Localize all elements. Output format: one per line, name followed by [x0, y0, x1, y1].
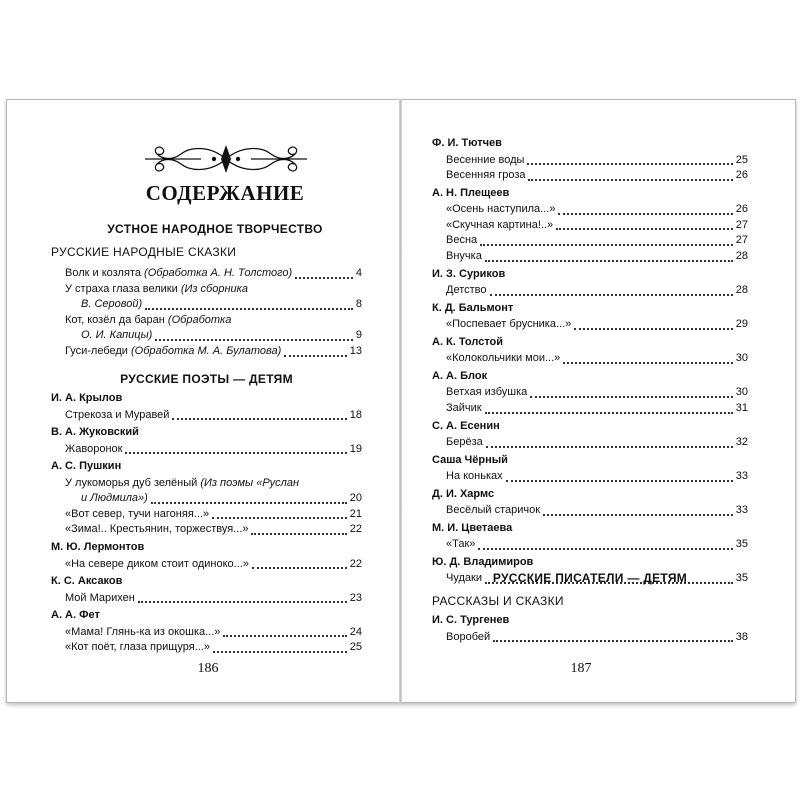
- toc-entry[interactable]: Зайчик 31: [446, 401, 748, 414]
- page-number-left: 186: [197, 661, 219, 676]
- author-name: И. А. Крылов: [51, 392, 123, 404]
- toc-entry[interactable]: Воробей 38: [446, 630, 748, 643]
- author-name: А. С. Пушкин: [51, 460, 122, 473]
- toc-entry[interactable]: «Кот поёт, глаза прищуря...» 25: [65, 641, 362, 654]
- author-name: И. З. Суриков: [432, 267, 506, 280]
- section-title-folk: УСТНОЕ НАРОДНОЕ ТВОРЧЕСТВО: [107, 222, 323, 236]
- toc-entry[interactable]: Весёлый старичок 33: [446, 504, 748, 517]
- section-title-writers: РУССКИЕ ПИСАТЕЛИ — ДЕТЯМ: [492, 571, 688, 585]
- toc-entry[interactable]: «На севере диком стоит одиноко...» 22: [65, 557, 362, 570]
- author-name: М. Ю. Лермонтов: [51, 541, 145, 554]
- author-name: С. А. Есенин: [432, 419, 500, 432]
- toc-entry[interactable]: Внучка 28: [446, 249, 748, 262]
- toc-entry[interactable]: «Вот север, тучи нагоняя...» 21: [65, 507, 362, 520]
- toc-left-poets: [51, 389, 362, 656]
- toc-entry-multiline[interactable]: Кот, козёл да баран (Обработка О. И. Капицы) 9: [65, 313, 362, 342]
- toc-entry[interactable]: Ветхая избушка 30: [446, 386, 748, 399]
- toc-entry[interactable]: Весенняя гроза 26: [446, 169, 748, 182]
- toc-right-writers: [432, 611, 748, 645]
- toc-left-tales: [51, 266, 362, 360]
- toc-entry[interactable]: На коньках 33: [446, 470, 748, 483]
- toc-entry-multiline[interactable]: У страха глаза велики (Из сборника В. Серовой) 8: [65, 282, 362, 311]
- toc-entry[interactable]: Весенние воды 25: [446, 153, 748, 166]
- author-name: Ю. Д. Владимиров: [432, 555, 534, 568]
- author-name: А. А. Блок: [432, 369, 488, 382]
- author-name: А. Н. Плещеев: [432, 186, 510, 199]
- toc-entry[interactable]: Жаворонок 19: [65, 442, 362, 455]
- toc-entry[interactable]: Берёза 32: [446, 436, 748, 449]
- toc-entry[interactable]: Чудаки 35: [446, 572, 748, 585]
- toc-entry[interactable]: Стрекоза и Муравей 18: [65, 408, 362, 421]
- subsection-title-tales: РУССКИЕ НАРОДНЫЕ СКАЗКИ: [51, 245, 237, 259]
- decorative-ornament: [141, 142, 311, 176]
- author-name: Ф. И. Тютчев: [432, 137, 502, 149]
- page-title: СОДЕРЖАНИЕ: [145, 181, 305, 205]
- toc-entry[interactable]: «Так» 35: [446, 538, 748, 551]
- author-name: К. С. Аксаков: [51, 575, 123, 588]
- toc-entry[interactable]: Детство 28: [446, 284, 748, 297]
- page-number-right: 187: [570, 661, 592, 676]
- toc-entry[interactable]: «Скучная картина!..» 27: [446, 218, 748, 231]
- toc-entry[interactable]: Мой Марихен 23: [65, 591, 362, 604]
- toc-entry[interactable]: «Мама! Глянь-ка из окошка...» 24: [65, 625, 362, 638]
- author-name: А. К. Толстой: [432, 335, 504, 348]
- toc-entry[interactable]: «Колокольчики мои...» 30: [446, 352, 748, 365]
- author-name: Д. И. Хармс: [432, 487, 495, 500]
- toc-entry[interactable]: «Зима!.. Крестьянин, торжествуя...» 22: [65, 523, 362, 536]
- author-name: И. С. Тургенев: [432, 614, 510, 626]
- toc-entry[interactable]: «Осень наступила...» 26: [446, 203, 748, 216]
- toc-entry[interactable]: Гуси-лебеди (Обработка М. А. Булатова) 13: [65, 344, 362, 357]
- author-name: Саша Чёрный: [432, 453, 508, 466]
- toc-entry-multiline[interactable]: У лукоморья дуб зелёный (Из поэмы «Руслан и Людмила») 20: [65, 476, 362, 505]
- toc-entry[interactable]: «Поспевает брусника...» 29: [446, 318, 748, 331]
- toc-entry[interactable]: Волк и козлята (Обработка А. Н. Толстого) 4: [65, 267, 362, 279]
- author-name: К. Д. Бальмонт: [432, 301, 514, 314]
- author-name: М. И. Цветаева: [432, 521, 513, 534]
- book-spine: [399, 99, 402, 703]
- toc-right-poets: [432, 134, 748, 587]
- author-name: В. А. Жуковский: [51, 426, 139, 439]
- subsection-title-stories: РАССКАЗЫ И СКАЗКИ: [432, 594, 564, 608]
- author-name: А. А. Фет: [51, 609, 100, 622]
- section-title-poets: РУССКИЕ ПОЭТЫ — ДЕТЯМ: [120, 372, 293, 386]
- toc-entry[interactable]: Весна 27: [446, 234, 748, 247]
